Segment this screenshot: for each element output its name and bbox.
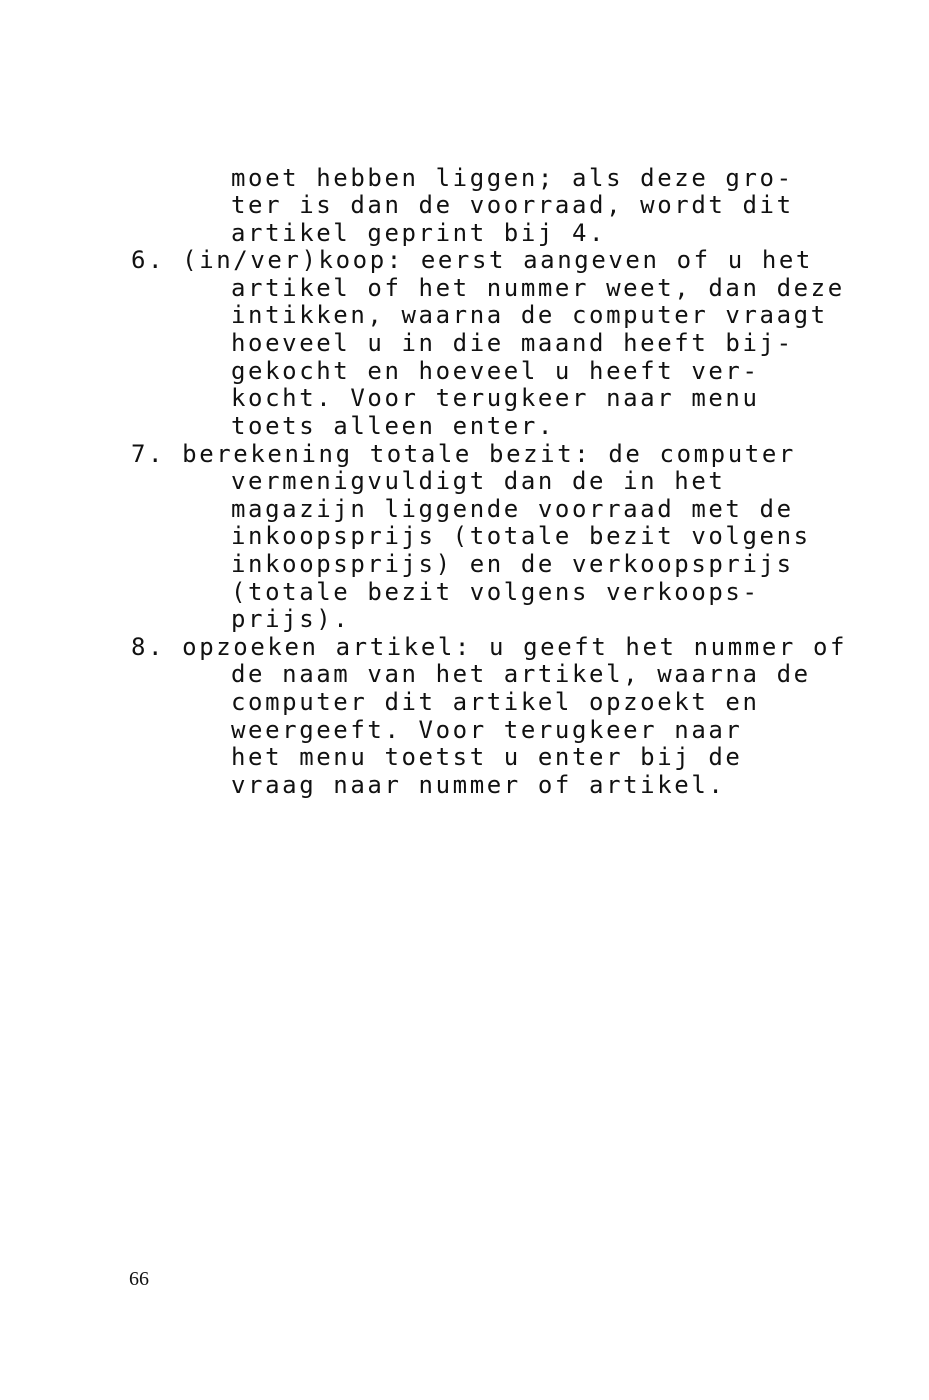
text-line: weergeeft. Voor terugkeer naar — [231, 716, 743, 744]
text-line: ter is dan de voorraad, wordt dit — [231, 191, 794, 219]
text-line: computer dit artikel opzoekt en — [231, 688, 760, 716]
text-line: kocht. Voor terugkeer naar menu — [231, 384, 760, 412]
text-line: inkoopsprijs) en de verkoopsprijs — [231, 550, 794, 578]
text-line: toets alleen enter. — [231, 412, 555, 440]
text-line: inkoopsprijs (totale bezit volgens — [231, 522, 811, 550]
text-line: prijs). — [231, 605, 351, 633]
text-line: artikel of het nummer weet, dan deze — [231, 274, 845, 302]
list-item-7-first-line: 7. berekening totale bezit: de computer — [131, 440, 796, 468]
text-line: gekocht en hoeveel u heeft ver- — [231, 357, 760, 385]
page-number: 66 — [129, 1268, 149, 1290]
text-line: intikken, waarna de computer vraagt — [231, 301, 828, 329]
list-item-8-first-line: 8. opzoeken artikel: u geeft het nummer of — [131, 633, 848, 661]
text-line: de naam van het artikel, waarna de — [231, 660, 811, 688]
text-line: vraag naar nummer of artikel. — [231, 771, 726, 799]
text-line: het menu toetst u enter bij de — [231, 743, 743, 771]
text-line: hoeveel u in die maand heeft bij- — [231, 329, 794, 357]
text-line: (totale bezit volgens verkoops- — [231, 578, 760, 606]
text-line: moet hebben liggen; als deze gro- — [231, 164, 794, 192]
list-item-6-first-line: 6. (in/ver)koop: eerst aangeven of u het — [131, 246, 813, 274]
text-line: vermenigvuldigt dan de in het — [231, 467, 726, 495]
text-line: artikel geprint bij 4. — [231, 219, 607, 247]
text-line: magazijn liggende voorraad met de — [231, 495, 794, 523]
